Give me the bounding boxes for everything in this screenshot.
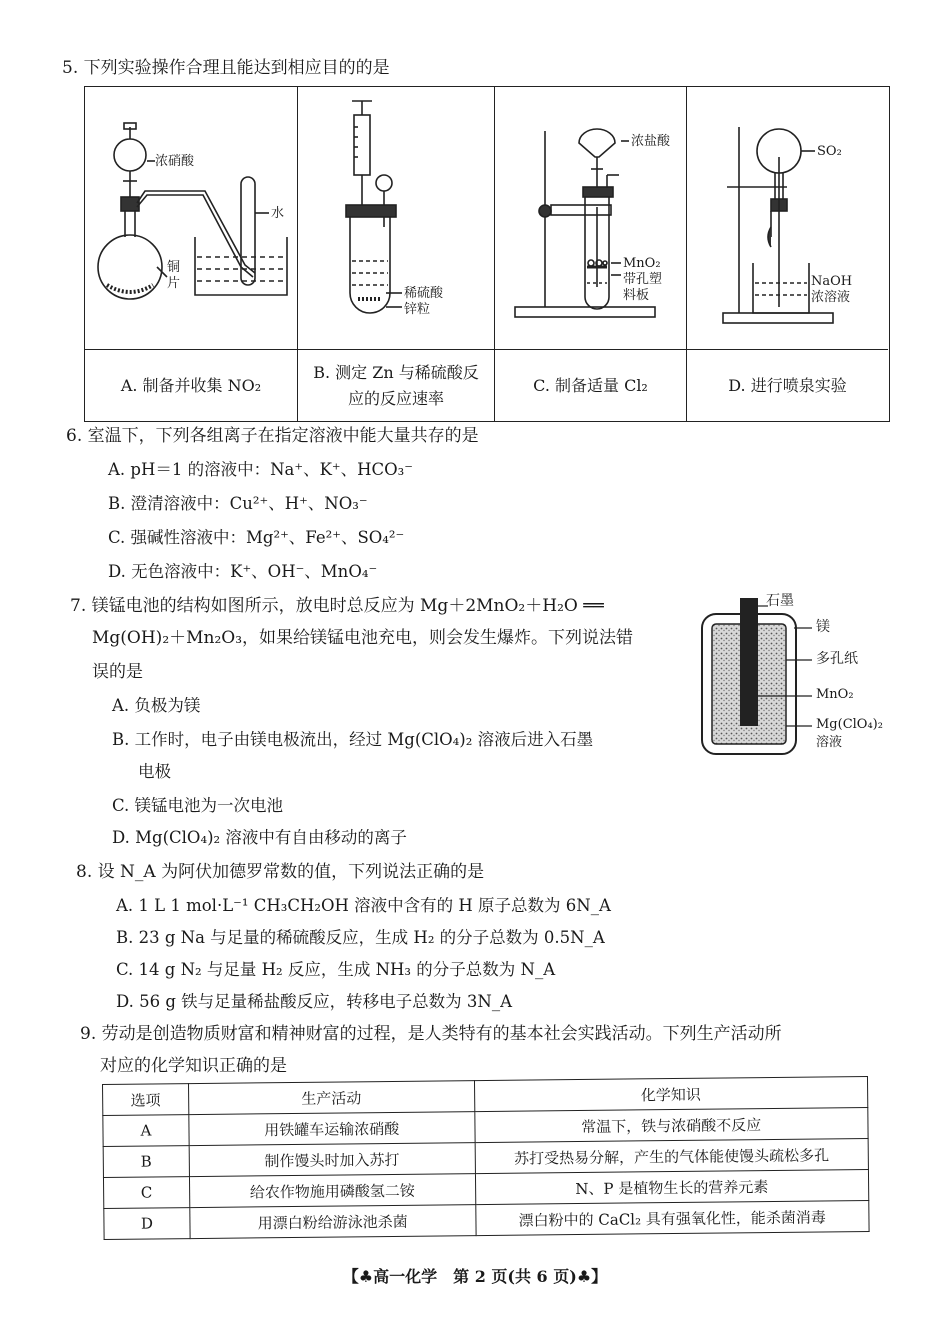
nitric-acid-apparatus-diagram: [85, 87, 295, 347]
q7-stem-line3: 误的是: [92, 662, 143, 682]
label-perforated-plate-2: 料板: [623, 288, 650, 303]
q7-option-c: C. 镁锰电池为一次电池: [112, 796, 284, 815]
label-naoh: NaOH: [811, 274, 853, 289]
label-copper-2: 片: [167, 276, 181, 291]
row-c-option: C: [103, 1177, 189, 1209]
q8-option-b: B. 23 g Na 与足量的稀硫酸反应，生成 H₂ 的分子总数为 0.5N_A: [116, 928, 605, 947]
q5-caption-b-line2: 应的反应速率: [347, 388, 444, 408]
table-row: [104, 1200, 869, 1239]
label-conc-hydrochloric-acid: 浓盐酸: [631, 134, 671, 149]
fountain-experiment-diagram: [687, 87, 887, 347]
label-zinc-granules: 锌粒: [404, 302, 431, 317]
label-electrolyte-1: Mg(ClO₄)₂: [816, 717, 883, 732]
label-so2: SO₂: [817, 144, 842, 159]
q7-option-b-line2: 电极: [138, 762, 171, 781]
q9-stem-line2: 对应的化学知识正确的是: [100, 1056, 287, 1076]
q5-cell-a: [85, 87, 298, 349]
header-option: 选项: [103, 1084, 189, 1116]
q5-caption-a: A. 制备并收集 NO₂: [85, 349, 298, 421]
q8-option-d: D. 56 g 铁与足量稀盐酸反应，转移电子总数为 3N_A: [116, 992, 513, 1011]
label-water: 水: [271, 206, 285, 221]
q9-stem-line1: 9. 劳动是创造物质财富和精神财富的过程，是人类特有的基本社会实践活动。下列生产活动所: [80, 1024, 782, 1044]
q5-cell-d: [687, 87, 888, 349]
label-conc-solution: 浓溶液: [811, 290, 851, 305]
q5-cell-c: [495, 87, 687, 349]
label-electrolyte-2: 溶液: [816, 735, 843, 750]
row-d-activity: 用漂白粉给游泳池杀菌: [190, 1205, 476, 1239]
label-mno2: MnO₂: [623, 256, 661, 271]
q5-stem: 5. 下列实验操作合理且能达到相应目的的是: [62, 58, 390, 78]
row-c-knowledge: N、P 是植物生长的营养元素: [475, 1169, 869, 1204]
q6-option-d: D. 无色溶液中：K⁺、OH⁻、MnO₄⁻: [108, 562, 378, 581]
q6-option-a: A. pH＝1 的溶液中：Na⁺、K⁺、HCO₃⁻: [108, 460, 413, 479]
q5-apparatus-grid: [84, 86, 890, 422]
chlorine-generator-diagram: [495, 87, 685, 347]
row-b-knowledge: 苏打受热易分解，产生的气体能使馒头疏松多孔: [475, 1138, 869, 1173]
q5-caption-d: D. 进行喷泉实验: [687, 349, 888, 421]
row-a-option: A: [103, 1115, 189, 1147]
label-porous-paper: 多孔纸: [816, 651, 858, 667]
q7-option-d: D. Mg(ClO₄)₂ 溶液中有自由移动的离子: [112, 828, 407, 847]
q7-option-b-line1: B. 工作时，电子由镁电极流出，经过 Mg(ClO₄)₂ 溶液后进入石墨: [112, 730, 594, 749]
row-a-knowledge: 常温下，铁与浓硝酸不反应: [474, 1107, 868, 1142]
row-b-option: B: [103, 1146, 189, 1178]
q5-caption-b: [298, 349, 495, 421]
label-dilute-sulfuric-acid: 稀硫酸: [404, 286, 444, 301]
q6-stem: 6. 室温下，下列各组离子在指定溶液中能大量共存的是: [66, 426, 479, 446]
row-d-option: D: [104, 1208, 190, 1240]
q7-stem-line2: Mg(OH)₂＋Mn₂O₃，如果给镁锰电池充电，则会发生爆炸。下列说法错: [92, 628, 634, 648]
q5-cell-b: [298, 87, 495, 349]
q8-stem: 8. 设 N_A 为阿伏加德罗常数的值，下列说法正确的是: [76, 862, 485, 882]
q8-option-a: A. 1 L 1 mol·L⁻¹ CH₃CH₂OH 溶液中含有的 H 原子总数为 6N_A: [116, 896, 611, 915]
label-battery-mno2: MnO₂: [816, 687, 854, 702]
row-c-activity: 给农作物施用磷酸氢二铵: [189, 1174, 475, 1208]
q7-stem-line1: 7. 镁锰电池的结构如图所示，放电时总反应为 Mg＋2MnO₂＋H₂O ══: [70, 596, 604, 616]
q5-caption-c: C. 制备适量 Cl₂: [495, 349, 687, 421]
q6-option-c: C. 强碱性溶液中：Mg²⁺、Fe²⁺、SO₄²⁻: [108, 528, 405, 547]
q5-caption-b-line1: B. 测定 Zn 与稀硫酸反: [313, 362, 479, 382]
page-footer: 【♣高一化学 第 2 页(共 6 页)♣】: [342, 1267, 608, 1286]
label-graphite: 石墨: [766, 593, 794, 609]
label-copper-1: 铜: [167, 260, 181, 275]
label-perforated-plate-1: 带孔塑: [623, 272, 663, 287]
label-conc-nitric-acid: 浓硝酸: [155, 154, 195, 169]
row-d-knowledge: 漂白粉中的 CaCl₂ 具有强氧化性，能杀菌消毒: [475, 1200, 869, 1235]
q9-table: [102, 1076, 870, 1240]
header-activity: 生产活动: [188, 1081, 474, 1115]
syringe-zinc-apparatus-diagram: [298, 87, 493, 347]
q6-option-b: B. 澄清溶液中：Cu²⁺、H⁺、NO₃⁻: [108, 494, 368, 513]
q8-option-c: C. 14 g N₂ 与足量 H₂ 反应，生成 NH₃ 的分子总数为 N_A: [116, 960, 556, 979]
header-knowledge: 化学知识: [474, 1076, 868, 1111]
mg-mn-battery-diagram: [700, 592, 940, 764]
row-b-activity: 制作馒头时加入苏打: [189, 1143, 475, 1177]
label-magnesium: 镁: [816, 619, 830, 635]
row-a-activity: 用铁罐车运输浓硝酸: [189, 1112, 475, 1146]
q7-option-a: A. 负极为镁: [112, 696, 201, 715]
